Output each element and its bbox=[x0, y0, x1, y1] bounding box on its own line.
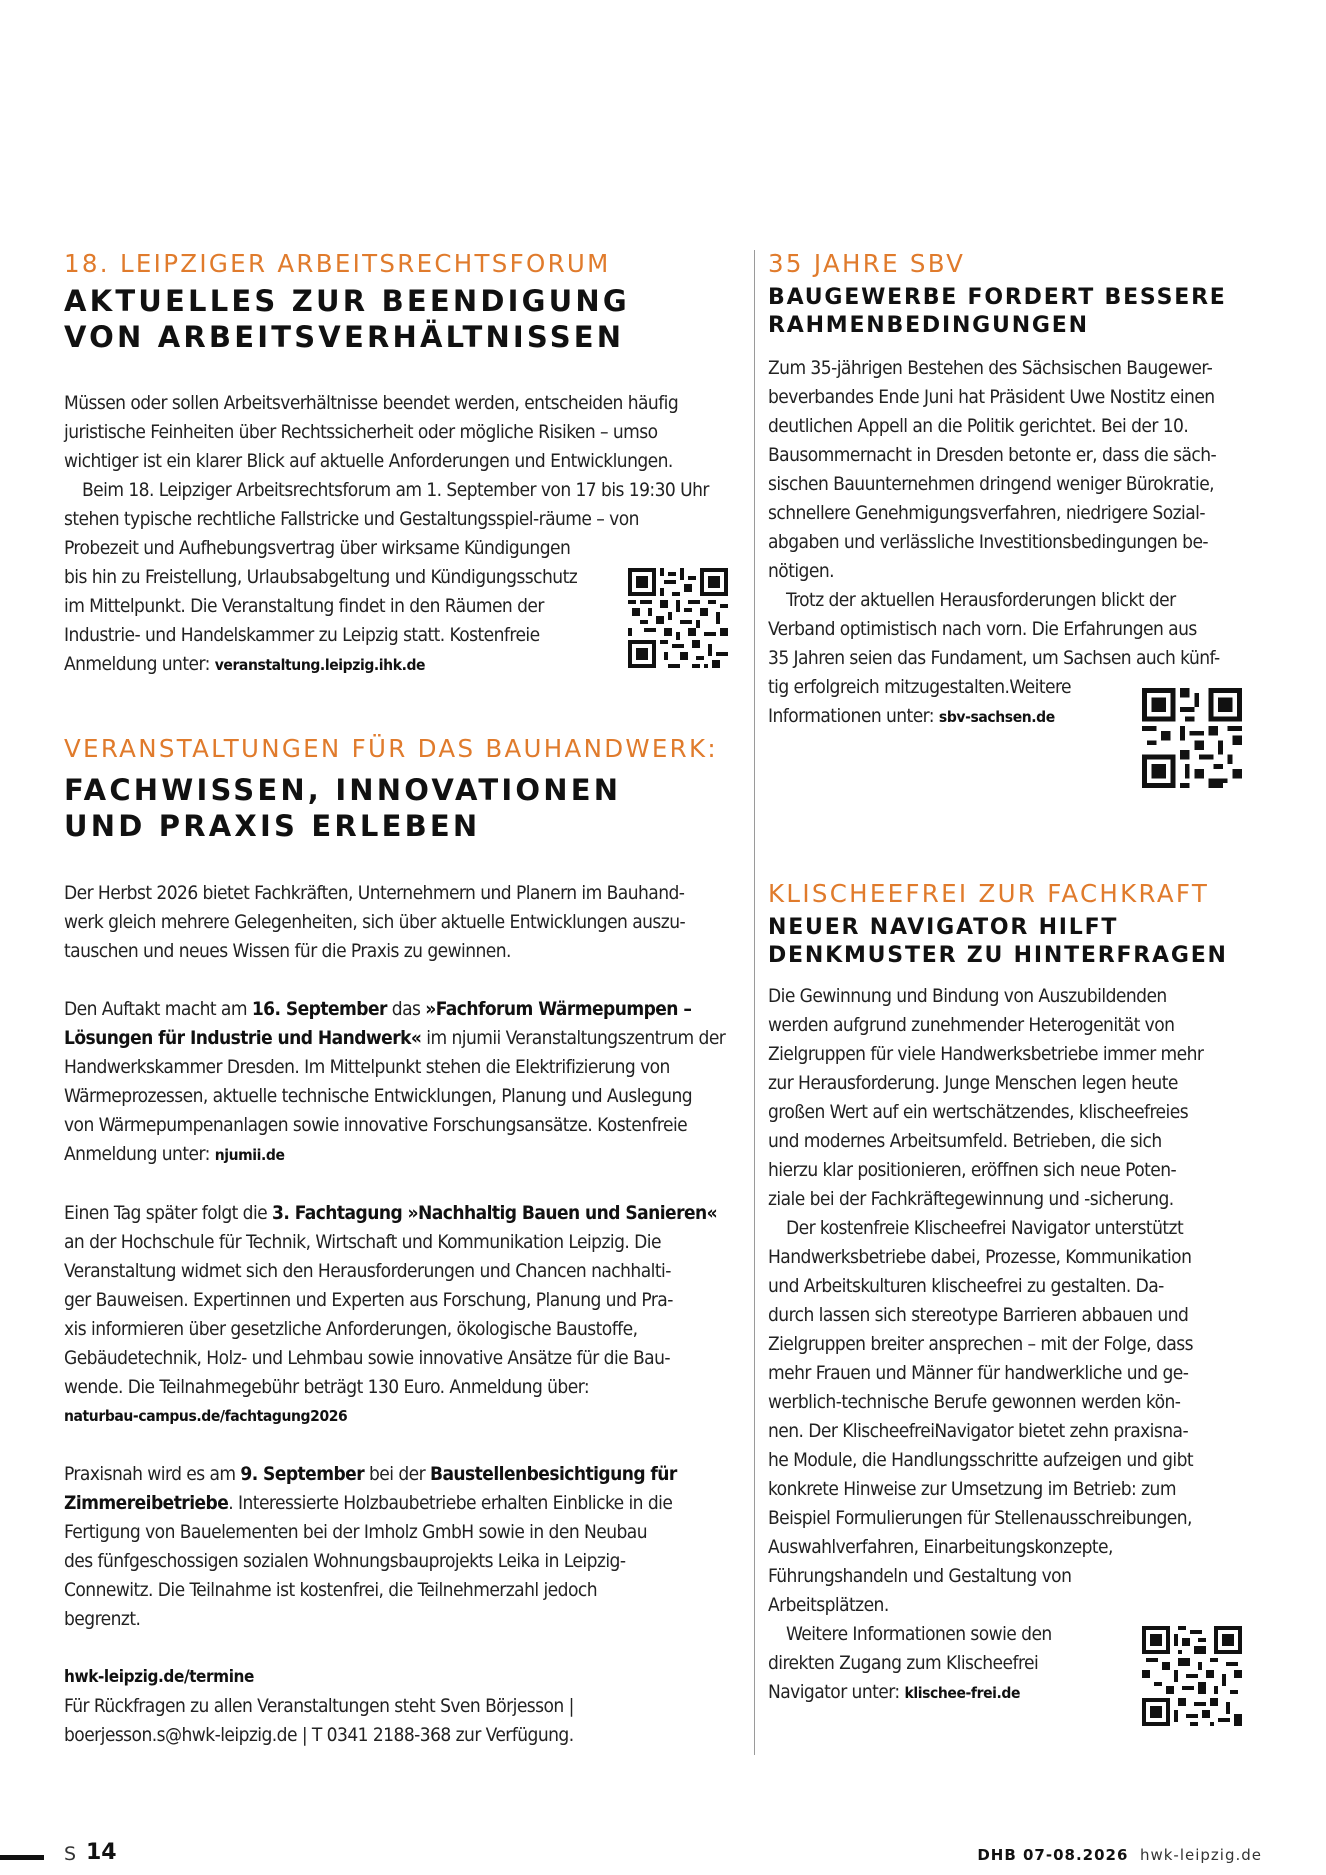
body-line: begrenzt. bbox=[64, 1608, 141, 1631]
signup-link[interactable]: njumii.de bbox=[214, 1146, 285, 1165]
headline-line: AKTUELLES ZUR BEENDIGUNG bbox=[64, 284, 630, 319]
body-line: ger Bauweisen. Expertinnen und Experten aus Forschung, Planung und Pra- bbox=[64, 1289, 673, 1312]
signup-line: Anmeldung unter: njumii.de bbox=[64, 1143, 285, 1166]
body-line: werden aufgrund zunehmender Heterogenität von bbox=[768, 1014, 1175, 1037]
body-line: Zimmereibetriebe. Interessierte Holzbaubetriebe erhalten Einblicke in die bbox=[64, 1492, 673, 1515]
info-link[interactable]: sbv-sachsen.de bbox=[938, 708, 1055, 727]
body-line: großen Wert auf ein wertschätzendes, klischeefreies bbox=[768, 1101, 1189, 1124]
body-line: werk gleich mehrere Gelegenheiten, sich über aktuelle Entwicklungen auszu- bbox=[64, 911, 686, 934]
right-column bbox=[768, 250, 1273, 1708]
body-line: Praxisnah wird es am 9. September bei der Baustellenbesichtigung für bbox=[64, 1463, 677, 1486]
body-line: Zielgruppen breiter ansprechen – mit der Folge, dass bbox=[768, 1333, 1194, 1356]
headline-line: DENKMUSTER ZU HINTERFRAGEN bbox=[768, 943, 1228, 969]
qr-code-icon bbox=[1142, 688, 1242, 788]
body-line: boerjesson.s@hwk-leipzig.de | T 0341 2188-368 zur Verfügung. bbox=[64, 1724, 574, 1747]
body-line: xis informieren über gesetzliche Anforderungen, ökologische Baustoffe, bbox=[64, 1318, 638, 1341]
qr-code-icon bbox=[628, 568, 728, 668]
body-line: konkrete Hinweise zur Umsetzung im Betrieb: zum bbox=[768, 1478, 1176, 1501]
headline-line: VON ARBEITSVERHÄLTNISSEN bbox=[64, 320, 625, 355]
body-line: Der Herbst 2026 bietet Fachkräften, Unternehmern und Planern im Bauhand- bbox=[64, 882, 685, 905]
headline-line: NEUER NAVIGATOR HILFT bbox=[768, 915, 1119, 941]
body-line: zur Herausforderung. Junge Menschen legen heute bbox=[768, 1072, 1178, 1095]
body-line: des fünfgeschossigen sozialen Wohnungsbauprojekts Leika in Leipzig- bbox=[64, 1550, 626, 1573]
body-line: und Arbeitskulturen klischeefrei zu gestalten. Da- bbox=[768, 1275, 1164, 1298]
body-line: Verband optimistisch nach vorn. Die Erfahrungen aus bbox=[768, 618, 1197, 641]
body-line: ziale bei der Fachkräftegewinnung und -sicherung. bbox=[768, 1188, 1174, 1211]
body-line: Gebäudetechnik, Holz- und Lehmbau sowie innovative Ansätze für die Bau- bbox=[64, 1347, 671, 1370]
kicker: KLISCHEEFREI ZUR FACHKRAFT bbox=[768, 879, 1210, 909]
qr-code-icon[interactable] bbox=[1142, 688, 1242, 788]
body-line: an der Hochschule für Technik, Wirtschaft und Kommunikation Leipzig. Die bbox=[64, 1231, 661, 1254]
body-line: bis hin zu Freistellung, Urlaubsabgeltung und Kündigungsschutz bbox=[64, 566, 578, 589]
body-line: Fertigung von Bauelementen bei der Imholz GmbH sowie in den Neubau bbox=[64, 1521, 647, 1544]
headline bbox=[64, 283, 724, 355]
intro-paragraph bbox=[64, 879, 724, 966]
info-link[interactable]: klischee-frei.de bbox=[904, 1684, 1021, 1703]
paragraph-baustellenbesichtigung bbox=[64, 1460, 724, 1634]
article-body bbox=[768, 982, 1273, 1708]
body-line: hierzu klar positionieren, eröffnen sich neue Poten- bbox=[768, 1159, 1177, 1182]
footer-meta bbox=[977, 1846, 1262, 1864]
body-line: Beispiel Formulierungen für Stellenausschreibungen, bbox=[768, 1507, 1192, 1530]
signup-label: Anmeldung unter: bbox=[64, 653, 210, 676]
headline-line: BAUGEWERBE FORDERT BESSERE bbox=[768, 285, 1227, 311]
body-line: wichtiger ist ein klarer Blick auf aktuelle Anforderungen und Entwicklungen. bbox=[64, 450, 673, 473]
body-line: deutlichen Appell an die Politik gerichtet. Bei der 10. bbox=[768, 415, 1189, 438]
kicker: VERANSTALTUNGEN FÜR DAS BAUHANDWERK: bbox=[64, 734, 718, 764]
body-line: Wärmeprozessen, aktuelle technische Entwicklungen, Planung und Auslegung bbox=[64, 1085, 693, 1108]
body-line: durch lassen sich stereotype Barrieren abbauen und bbox=[768, 1304, 1189, 1327]
article-bauhandwerk bbox=[64, 735, 724, 1750]
article-arbeitsrechtsforum bbox=[64, 250, 724, 680]
body-line: Connewitz. Die Teilnahme ist kostenfrei, die Teilnehmerzahl jedoch bbox=[64, 1579, 597, 1602]
body-line: Lösungen für Industrie und Handwerk« im njumii Veranstaltungszentrum der bbox=[64, 1027, 726, 1050]
body-line: Den Auftakt macht am 16. September das »Fachforum Wärmepumpen – bbox=[64, 998, 692, 1021]
issue-label: DHB 07-08.2026 bbox=[977, 1846, 1129, 1864]
body-line: wende. Die Teilnahmegebühr beträgt 130 Euro. Anmeldung über: bbox=[64, 1376, 590, 1399]
left-column bbox=[64, 250, 724, 1750]
body-line: Industrie- und Handelskammer zu Leipzig statt. Kostenfreie bbox=[64, 624, 540, 647]
body-line: beverbandes Ende Juni hat Präsident Uwe Nostitz einen bbox=[768, 386, 1215, 409]
paragraph-waermepumpen bbox=[64, 995, 724, 1170]
body-line: stehen typische rechtliche Fallstricke und Gestaltungsspiel-räume – von bbox=[64, 508, 639, 531]
body-line: Zum 35-jährigen Bestehen des Sächsischen Baugewer- bbox=[768, 357, 1213, 380]
registration-link[interactable]: naturbau-campus.de/fachtagung2026 bbox=[64, 1407, 348, 1426]
body-line: sischen Bauunternehmen dringend weniger Bürokratie, bbox=[768, 473, 1215, 496]
termine-link[interactable]: hwk-leipzig.de/termine bbox=[64, 1667, 255, 1688]
signup-line bbox=[64, 650, 724, 680]
body-line: juristische Feinheiten über Rechtssicherheit oder mögliche Risiken – umso bbox=[64, 421, 658, 444]
body-line: Für Rückfragen zu allen Veranstaltungen steht Sven Börjesson | bbox=[64, 1695, 574, 1718]
body-line: Müssen oder sollen Arbeitsverhältnisse beendet werden, entscheiden häufig bbox=[64, 392, 679, 415]
body-line: tauschen und neues Wissen für die Praxis zu gewinnen. bbox=[64, 940, 511, 963]
body-line: Auswahlverfahren, Einarbeitungskonzepte, bbox=[768, 1536, 1113, 1559]
body-line: direkten Zugang zum Klischeefrei bbox=[768, 1652, 1039, 1675]
article-body bbox=[768, 354, 1273, 732]
body-line: Handwerkskammer Dresden. Im Mittelpunkt stehen die Elektrifizierung von bbox=[64, 1056, 670, 1079]
body-line: Einen Tag später folgt die 3. Fachtagung »Nachhaltig Bauen und Sanieren« bbox=[64, 1202, 718, 1225]
info-line: Informationen unter: sbv-sachsen.de bbox=[768, 705, 1055, 728]
headline bbox=[768, 284, 1273, 340]
body-line: Bausommernacht in Dresden betonte er, dass die säch- bbox=[768, 444, 1217, 467]
headline bbox=[768, 914, 1273, 970]
article-sbv bbox=[768, 250, 1273, 732]
kicker: 35 JAHRE SBV bbox=[768, 249, 966, 278]
headline bbox=[64, 772, 724, 844]
page-prefix: S bbox=[64, 1843, 78, 1865]
body-line: schnellere Genehmigungsverfahren, niedrigere Sozial- bbox=[768, 502, 1206, 525]
body-line: Trotz der aktuellen Herausforderungen blickt der bbox=[786, 589, 1176, 612]
body-line: he Module, die Handlungsschritte aufzeigen und gibt bbox=[768, 1449, 1194, 1472]
body-line: Führungshandeln und Gestaltung von bbox=[768, 1565, 1072, 1588]
signup-link[interactable]: veranstaltung.leipzig.ihk.de bbox=[214, 656, 426, 675]
kicker: 18. LEIPZIGER ARBEITSRECHTSFORUM bbox=[64, 249, 611, 278]
body-line: Arbeitsplätzen. bbox=[768, 1594, 889, 1617]
site-link[interactable]: hwk-leipzig.de bbox=[1139, 1846, 1262, 1864]
body-line: von Wärmepumpenanlagen sowie innovative Forschungsansätze. Kostenfreie bbox=[64, 1114, 688, 1137]
body-line: und modernes Arbeitsumfeld. Betrieben, die sich bbox=[768, 1130, 1162, 1153]
paragraph-fachtagung bbox=[64, 1199, 724, 1431]
headline-line: UND PRAXIS ERLEBEN bbox=[64, 809, 481, 844]
body-line: Probezeit und Aufhebungsvertrag über wirksame Kündigungen bbox=[64, 537, 571, 560]
body-line: Veranstaltung widmet sich den Herausforderungen und Chancen nachhalti- bbox=[64, 1260, 671, 1283]
body-line: werblich-technische Berufe gewonnen werden kön- bbox=[768, 1391, 1181, 1414]
body-line: Handwerksbetriebe dabei, Prozesse, Kommunikation bbox=[768, 1246, 1192, 1269]
body-line: Beim 18. Leipziger Arbeitsrechtsforum am 1. September von 17 bis 19:30 Uhr bbox=[82, 479, 709, 502]
info-line: Navigator unter: klischee-frei.de bbox=[768, 1681, 1021, 1704]
paragraph-contact bbox=[64, 1663, 724, 1750]
qr-code-icon[interactable] bbox=[1142, 1626, 1242, 1726]
body-line: nötigen. bbox=[768, 560, 834, 583]
body-line: mehr Frauen und Männer für handwerkliche und ge- bbox=[768, 1362, 1189, 1385]
headline-line: RAHMENBEDINGUNGEN bbox=[768, 313, 1089, 339]
body-line: nen. Der KlischeefreiNavigator bietet zehn praxisna- bbox=[768, 1420, 1189, 1443]
body-line: Zielgruppen für viele Handwerksbetriebe immer mehr bbox=[768, 1043, 1204, 1066]
column-divider bbox=[754, 250, 755, 1755]
body-line: Weitere Informationen sowie den bbox=[786, 1623, 1052, 1646]
body-line: tig erfolgreich mitzugestalten.Weitere bbox=[768, 676, 1071, 699]
body-line: Der kostenfreie Klischeefrei Navigator unterstützt bbox=[786, 1217, 1184, 1240]
body-line: 35 Jahren seien das Fundament, um Sachsen auch künf- bbox=[768, 647, 1220, 670]
body-line: abgaben und verlässliche Investitionsbedingungen be- bbox=[768, 531, 1209, 554]
footer-rule bbox=[0, 1855, 44, 1860]
article-body bbox=[64, 389, 724, 680]
page-number: 14 bbox=[86, 1840, 117, 1865]
qr-code-icon[interactable] bbox=[628, 568, 728, 668]
body-line: Die Gewinnung und Bindung von Auszubildenden bbox=[768, 985, 1167, 1008]
headline-line: FACHWISSEN, INNOVATIONEN bbox=[64, 773, 622, 808]
body-line: im Mittelpunkt. Die Veranstaltung findet in den Räumen der bbox=[64, 595, 544, 618]
article-klischeefrei bbox=[768, 880, 1273, 1708]
qr-code-icon bbox=[1142, 1626, 1242, 1726]
